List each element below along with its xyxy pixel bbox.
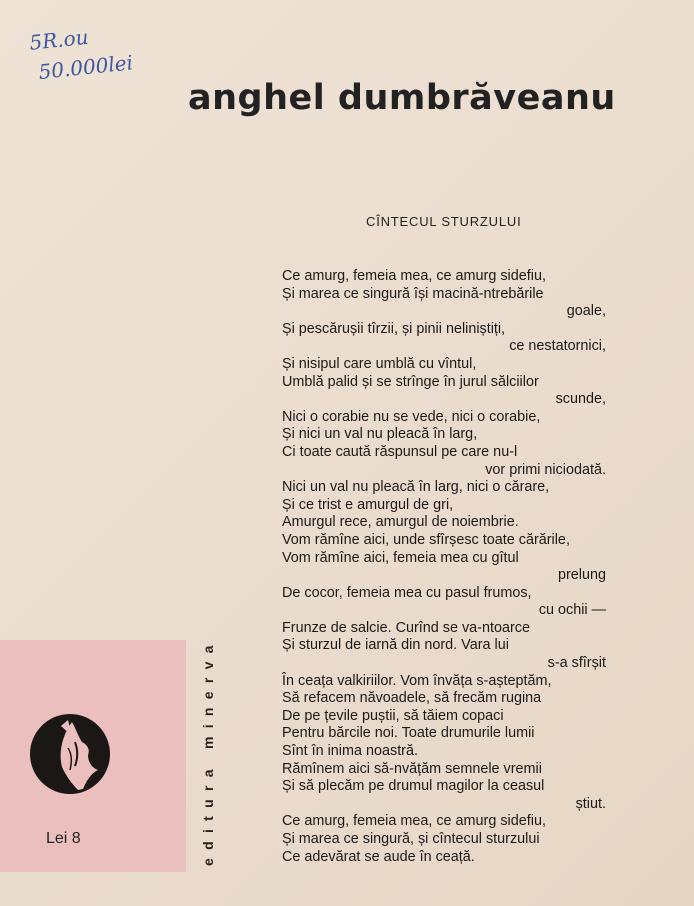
poem-line: Pentru bărcile noi. Toate drumurile lumii [282, 725, 535, 742]
minerva-head-icon [28, 712, 112, 796]
poem-line: Și ce trist e amurgul de gri, [282, 496, 454, 513]
poem-line: Nici o corabie nu se vede, nici o corabie, [282, 408, 541, 425]
poem-line: Și sturzul de iarnă din nord. Vara lui [282, 637, 509, 654]
poem-line-continuation: știut. [575, 795, 606, 812]
poem-line: Frunze de salcie. Curînd se va-ntoarce [282, 619, 530, 636]
poem-line: Vom rămîne aici, unde sfîrșesc toate cărările, [282, 531, 570, 548]
poem-line: Amurgul rece, amurgul de noiembrie. [282, 514, 519, 531]
poem-line: Rămînem aici să-nvățăm semnele vremii [282, 760, 542, 777]
poem-line: Și nici un val nu pleacă în larg, [282, 426, 478, 443]
price-label: Lei 8 [46, 830, 81, 847]
poem-line-continuation: vor primi niciodată. [485, 461, 606, 478]
poem-line: Ce amurg, femeia mea, ce amurg sidefiu, [282, 268, 546, 284]
poem-line: Umblă palid și se strînge în jurul sălciilor [282, 373, 539, 390]
poem-line: Și marea ce singură, și cîntecul sturzului [282, 831, 540, 847]
handwritten-note [28, 17, 134, 87]
poem-line: Ce adevărat se aude în ceață. [282, 848, 475, 865]
handwritten-line-2: 50.000lei [37, 50, 135, 85]
poem-line-continuation: scunde, [555, 391, 606, 408]
poem-line: În ceața valkiriilor. Vom învăța s-așteptăm, [282, 672, 552, 689]
poem-line: Sînt în inima noastră. [282, 743, 418, 760]
handwritten-line-1: 5R.ou [28, 24, 90, 55]
poem-line: Și marea ce singură își macină-ntrebările [282, 285, 544, 302]
poem-line: Vom rămîne aici, femeia mea cu gîtul [282, 549, 519, 566]
poem-text [282, 268, 606, 866]
publisher-name: editura minerva [200, 637, 216, 866]
poem-line-continuation: prelung [557, 567, 606, 584]
poem-line: Ci toate caută răspunsul pe care nu-l [282, 443, 518, 460]
poem-line-continuation: cu ochii — [538, 602, 606, 619]
poem-line: Și pescărușii tîrzii, și pinii neliniștiți, [282, 320, 506, 337]
poem-line: De pe țevile puștii, să tăiem copaci [282, 707, 504, 724]
poem-line: De cocor, femeia mea cu pasul frumos, [282, 584, 532, 601]
author-name: anghel dumbrăveanu [188, 78, 616, 118]
poem-line: Nici un val nu pleacă în larg, nici o cărare, [282, 479, 550, 496]
poem-line: Ce amurg, femeia mea, ce amurg sidefiu, [282, 813, 546, 830]
poem-line-continuation: goale, [566, 303, 606, 320]
poem-line-continuation: ce nestatornici, [509, 338, 606, 355]
poem-line-continuation: s-a sfîrșit [547, 655, 606, 672]
poem-title: CÎNTECUL STURZULUI [366, 214, 522, 229]
poem-line: Să refacem năvoadele, să frecăm rugina [282, 690, 542, 707]
poem-line: Și să plecăm pe drumul magilor la ceasul [282, 778, 545, 795]
poem-line: Și nisipul care umblă cu vîntul, [282, 355, 477, 372]
